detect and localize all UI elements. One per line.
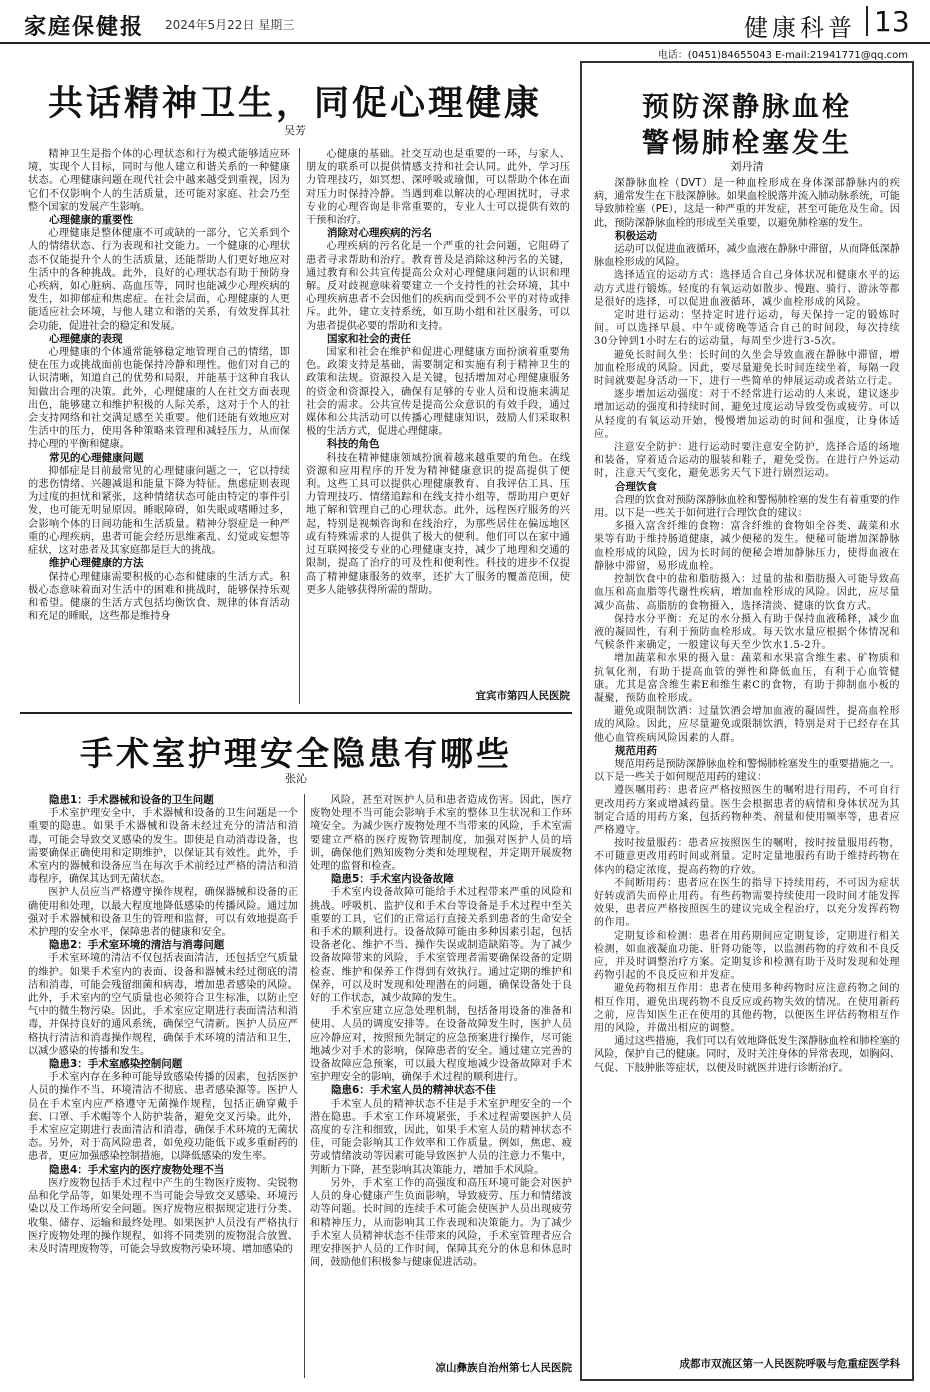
section-heading: 隐患2：手术室环境的清洁与消毒问题 [49,939,225,952]
paragraph: 选择适宜的运动方式：选择适合自己身体状况和健康水平的运动方式进行锻炼。轻度的有氧运动如散步、慢跑、骑行、游泳等都是很好的选择，可以促进血液循环，减少血栓形成的风险。 [594,270,900,308]
paragraph: 避免长时间久坐：长时间的久坐会导致血液在静脉中滞留，增加血栓形成的风险。因此，要尽量避免长时间连续坐着，每隔一段时间就要起身活动一下，进行一些简单的伸展运动或者站立行走。 [594,349,900,388]
article3-source: 成都市双流区第一人民医院呼吸与危重症医学科 [679,1358,900,1370]
section-heading: 常见的心理健康问题 [49,451,144,464]
issue-date: 2024年5月22日 星期三 [165,18,295,32]
article2-author: 张沁 [285,772,307,785]
section-heading: 隐患3：手术室感染控制问题 [49,1058,183,1071]
paragraph: 手术室应建立应急处理机制，包括备用设备的准备和使用、人员的调度安排等。在设备故障发生时，医护人员应冷静应对，按照预先制定的应急预案进行操作，尽可能地减少对手术的影响，保障患者的安全。通过建立完善的设备故障应急预案，可以最大程度地减少设备故障对手术室护理安全的影响，确保手术过程的顺利进行。 [310,1006,572,1084]
column-rule [299,148,300,704]
article2-source: 凉山彝族自治州第七人民医院 [435,1362,572,1374]
section-heading: 积极运动 [615,229,657,242]
section-heading: 心理健康的重要性 [49,214,133,227]
paragraph: 心理疾病的污名化是一个严重的社会问题，它阻碍了患者寻求帮助和治疗。教育普及是消除这种污名的关键，通过教育和公共宣传提高公众对心理健康问题的认识和理解。反对歧视意味着要建立一个支持性的社会环境，其中心理疾病患者不会因他们的疾病而受到不公平的对待或排斥。此外，建立支持系统，如互助小组和社区服务，可以为患者提供必要的帮助和支持。 [306,241,570,332]
paragraph: 精神卫生是指个体的心理状态和行为模式能够适应环境，实现个人目标，同时与他人建立和谐关系的一种健康状态。心理健康问题在现代社会中越来越受到重视，因为它们不仅影响个人的生活质量，还可能对家庭、社会乃至整个国家的发展产生影响。 [28,149,290,213]
paragraph: 手术室护理安全中，手术器械和设备的卫生问题是一个重要的隐患。如果手术器械和设备未经过充分的清洁和消毒，可能会导致交叉感染的发生。即使是自动消毒设备，也需要确保正确使用和定期维护，以保证其有效性。此外，手术室内的器械和设备应当在每次手术前经过严格的清洁和消毒程序，确保其达到无菌状态。 [28,808,298,886]
section-heading: 规范用药 [615,744,657,757]
paragraph: 注意安全防护：进行运动时要注意安全防护，选择合适的场地和装备，穿着适合运动的服装和鞋子，避免受伤。在进行户外运动时，注意天气变化，避免恶劣天气下进行剧烈运动。 [594,442,900,480]
article-divider [20,712,572,714]
paragraph: 遵医嘱用药：患者应严格按照医生的嘱咐进行用药，不可自行更改用药方案或增减药量。医生会根据患者的病情和身体状况为其制定合适的用药方案，包括药物种类、剂量和使用频率等，患者应严格遵守。 [594,785,900,836]
page-number: 13 [874,5,910,38]
section-heading: 维护心理健康的方法 [49,557,144,570]
section-heading: 隐患6：手术室人员的精神状态不佳 [331,1084,496,1097]
paragraph: 通过这些措施，我们可以有效地降低发生深静脉血栓和肺栓塞的风险，保护自己的健康。同时，及时关注身体的异常表现，如胸闷、气促、下肢肿胀等症状，以便及时就医并进行诊断治疗。 [594,1036,900,1074]
paragraph: 运动可以促进血液循环，减少血液在静脉中滞留，从而降低深静脉血栓形成的风险。 [594,244,900,269]
article2-column-1 [28,794,298,1378]
paragraph: 手术室人员的精神状态不佳是手术室护理安全的一个潜在隐患。手术室工作环境紧张，手术过程需要医护人员高度的专注和细致，因此，如果手术室人员的精神状态不佳，可能会影响其工作效率和工作质量。例如，焦虑、疲劳或情绪波动等因素可能导致医护人员的注意力不集中，判断力下降，甚至影响其决策能力，增加手术风险。 [310,1098,572,1176]
article3-title-line1: 预防深静脉血栓 [642,92,852,123]
paragraph: 避免或限制饮酒：过量饮酒会增加血液的凝固性，提高血栓形成的风险。因此，应尽量避免或限制饮酒，特别是对于已经存在其他心血管疾病风险因素的人群。 [594,706,900,744]
paragraph: 保持水分平衡：充足的水分摄入有助于保持血液稀释，减少血液的凝固性，有利于预防血栓形成。每天饮水量应根据个体情况和气候条件来确定，一般建议每天至少饮水1.5-2升。 [594,613,900,652]
paragraph: 规范用药是预防深静脉血栓和警惕肺栓塞发生的重要措施之一。以下是一些关于如何规范用药的建议： [594,758,900,784]
paragraph: 按时按量服药：患者应按照医生的嘱咐，按时按量服用药物，不可随意更改用药时间或剂量。定时定量地服药有助于维持药物在体内的稳定浓度，提高药物的疗效。 [594,838,900,876]
paragraph: 多摄入富含纤维的食物：富含纤维的食物如全谷类、蔬菜和水果等有助于维持肠道健康，减少便秘的发生。便秘可能增加深静脉血栓形成的风险，因为长时间的便秘会增加静脉压力，使得血液在静脉中滞留，易形成血栓。 [594,521,900,572]
article3-title-line2: 警惕肺栓塞发生 [642,128,852,159]
section-heading: 隐患1：手术器械和设备的卫生问题 [49,794,214,806]
masthead-divider [866,6,868,36]
paragraph: 控制饮食中的盐和脂肪摄入：过量的盐和脂肪摄入可能导致高血压和高血脂等代谢性疾病，增加血栓形成的风险。因此，应尽量减少高盐、高脂肪的食物摄入，选择清淡、健康的饮食方式。 [594,574,900,612]
paragraph: 医疗废物包括手术过程中产生的生物医疗废物、尖锐物品和化学品等，如果处理不当可能会导致交叉感染、环境污染以及工作场所安全问题。医疗废物应根据规定进行分类、收集、储存、运输和最终处理。如果医护人员没有严格执行医疗废物处理的操作规程，如将不同类别的废物混合放置、未及时清理废物等，可能会导致废物污染环境、增加感染的 [28,1177,298,1255]
paragraph: 抑郁症是目前最常见的心理健康问题之一，它以持续的悲伤情绪、兴趣减退和能量下降为特征。焦虑症则表现为过度的担忧和紧张，这种情绪状态可能由特定的事件引发，也可能无明显原因。睡眠障碍，如失眠或嗜睡过多，会影响个体的日间功能和生活质量。精神分裂症是一种严重的心理疾病，患者可能会经历思维紊乱、幻觉或妄想等症状，这对患者及其家庭都是巨大的挑战。 [28,465,290,557]
paragraph: 心健康的基础。社交互动也是重要的一环，与家人、朋友的联系可以提供情感支持和社会认同。此外，学习压力管理技巧，如冥想、深呼吸或瑜伽，可以帮助个体在面对压力时保持冷静。当遇到难以解决的心理困扰时，寻求专业的心理咨询是非常重要的，专业人士可以提供有效的干预和治疗。 [306,149,570,227]
paragraph: 另外，手术室工作的高强度和高压环境可能会对医护人员的身心健康产生负面影响，导致疲劳、压力和情绪波动等问题。长时间的连续手术可能会使医护人员出现疲劳和精神压力，从而影响其工作表现和决策能力。为了减少手术室人员精神状态不佳带来的风险，手术室管理者应合理安排医护人员的工作时间，保障其充分的休息和休息时间，鼓励他们积极参与健康促进活动。 [310,1177,572,1269]
paragraph: 合理的饮食对预防深静脉血栓和警惕肺栓塞的发生有着重要的作用。以下是一些关于如何进行合理饮食的建议： [594,494,900,520]
section-name: 健康科普 [744,14,856,42]
paragraph: 深静脉血栓（DVT）是一种血栓形成在身体深部静脉内的疾病，通常发生在下肢深静脉。如果血栓脱落并流入肺动脉系统，可能导致肺栓塞（PE），这是一种严重的并发症，甚至可能危及生命。因此，预防深静脉血栓的形成至关重要，以避免肺栓塞的发生。 [594,178,900,229]
article2-title: 手术室护理安全隐患有哪些 [80,734,512,773]
article3-body [594,177,900,1355]
paragraph: 避免药物相互作用：患者在使用多种药物时应注意药物之间的相互作用，避免出现药物不良反应或药物失效的情况。在使用新药之前，应告知医生正在使用的其他药物，以便医生评估药物相互作用的风险，并做出相应的调整。 [594,983,900,1034]
paragraph: 心理健康是整体健康不可或缺的一部分，它关系到个人的情绪状态、行为表现和社交能力。一个健康的心理状态不仅能提升个人的生活质量，还能帮助人们更好地应对生活中的各种挑战。此外，良好的心理状态有助于预防身心疾病，如心脏病、高血压等，同时也能减少心理疾病的发生，如抑郁症和焦虑症。在社会层面，心理健康的人更能适应社会环境，与他人建立和谐的关系，有效发挥其社会功能，促进社会的稳定和发展。 [28,228,290,332]
section-heading: 合理饮食 [615,480,657,493]
paragraph: 保持心理健康需要积极的心态和健康的生活方式。积极心态意味着面对生活中的困难和挑战时，能够保持乐观和希望。健康的生活方式包括均衡饮食、规律的体育活动和充足的睡眠，这些都是维持身 [28,571,290,623]
article3-box [580,61,914,1381]
paragraph: 手术室内设备故障可能给手术过程带来严重的风险和挑战。呼吸机、监护仪和手术台等设备是手术过程中至关重要的工具，它们的正常运行直接关系到患者的生命安全和手术的顺利进行。设备故障可能由多种因素引起，包括设备老化、维护不当、操作失误或制造缺陷等。为了减少设备故障带来的风险，手术室管理者需要确保设备的定期检查、维护和保养工作得到有效执行。通过定期的维护和保养，可以及时发现和处理潜在的问题，确保设备处于良好的工作状态，减少故障的发生。 [310,887,572,1005]
paper-name: 家庭保健报 [24,14,145,40]
column-rule [304,794,305,1378]
masthead [0,0,930,44]
section-heading: 科技的角色 [327,438,380,451]
paragraph: 心理健康的个体通常能够稳定地管理自己的情绪，即使在压力或挑战面前也能保持冷静和理性。他们对自己的认识清晰，知道自己的优势和局限，并能基于这种自我认知做出合理的决策。此外，心理健康的人在社交方面表现出色，能够建立和维护积极的人际关系，这对于个人的社会支持网络和社交满足感至关重要。他们还能有效地应对生活中的压力，使用各种策略来管理和减轻压力，从而保持心理的平衡和健康。 [28,347,290,451]
paragraph: 不间断用药：患者应在医生的指导下持续用药，不可因为症状好转或消失而停止用药。有些药物需要持续使用一段时间才能发挥效果，患者应严格按照医生的建议完成全程治疗，以充分发挥药物的作用。 [594,877,900,929]
section-heading: 隐患5：手术室内设备故障 [331,873,454,886]
paragraph: 国家和社会在维护和促进心理健康方面扮演着重要角色。政策支持是基础，需要制定和实施有利于精神卫生的政策和法规。资源投入是关键，包括增加对心理健康服务的资金和资源投入，确保有足够的专业人员和设施来满足社会的需求。公共宣传是提高公众意识的有效手段，通过媒体和公共活动可以传播心理健康知识，鼓励人们采取积极的生活方式，促进心理健康。 [306,347,570,438]
section-heading: 国家和社会的责任 [327,332,411,345]
paragraph: 增加蔬菜和水果的摄入量：蔬菜和水果富含维生素、矿物质和抗氧化剂，有助于提高血管的弹性和降低血压，有利于心血管健康。尤其是富含维生素E和维生素C的食物，有助于抑制血小板的凝聚，预防血栓形成。 [594,653,900,704]
article1-column-1 [28,148,290,704]
article1-source: 宜宾市第四人民医院 [475,690,570,702]
paragraph: 定期复诊和检测：患者在用药期间应定期复诊，定期进行相关检测，如血液凝血功能、肝肾功能等，以监测药物的疗效和不良反应，并及时调整治疗方案。定期复诊和检测有助于及时发现和处理药物引起的不良反应和并发症。 [594,930,900,982]
paragraph: 定时进行运动：坚持定时进行运动，每天保持一定的锻炼时间。可以选择早晨、中午或傍晚等适合自己的时间段，每次持续30分钟到1小时左右的运动量，每周至少进行3-5次。 [594,310,900,348]
section-heading: 隐患4：手术室内的医疗废物处理不当 [49,1163,225,1176]
paragraph: 手术室环境的清洁不仅包括表面清洁，还包括空气质量的维护。如果手术室内的表面、设备和器械未经过彻底的清洁和消毒，可能会残留细菌和病毒，增加患者感染的风险。此外，手术室内的空气质量也必须符合卫生标准，以防止空气中的微生物污染。因此，手术室应定期进行表面清洁和消毒，并保持良好的通风系统，确保空气清新。医护人员应严格执行清洁和消毒操作规程，确保手术环境的清洁和卫生，以减少感染的传播和发生。 [28,953,298,1057]
section-heading: 心理健康的表现 [49,332,123,345]
article1-author: 吴芳 [284,124,306,137]
paragraph: 手术室内存在多种可能导致感染传播的因素，包括医护人员的操作不当、环境清洁不彻底、患者感染源等。医护人员在手术室内应严格遵守无菌操作规程，包括正确穿戴手套、口罩、手术帽等个人防护装备，避免交叉污染。此外，手术室应定期进行表面清洁和消毒，确保手术环境的无菌状态。另外，对于高风险患者，如免疫功能低下或多重耐药的患者，更应加强感染控制措施，以降低感染的发生率。 [28,1072,298,1163]
paragraph: 风险，甚至对医护人员和患者造成伤害。因此，医疗废物处理不当可能会影响手术室的整体卫生状况和工作环境安全。为减少医疗废物处理不当带来的风险，手术室需要建立严格的医疗废物管理制度，加强对医护人员的培训，确保他们熟知废物分类和处理规程，并定期开展废物处理的监督和检查。 [310,795,572,873]
section-heading: 消除对心理疾病的污名 [327,227,432,240]
contact-info: 电话：(0451)84655043 E-mail:21941771@qq.com [657,50,908,61]
article3-author: 刘丹清 [730,160,764,173]
paragraph: 医护人员应当严格遵守操作规程，确保器械和设备的正确使用和处理，以最大程度地降低感染的传播风险。通过加强对手术器械和设备卫生的管理和监督，可以有效地提高手术护理的安全水平，保障患者的健康和安全。 [28,887,298,939]
paragraph: 逐步增加运动强度：对于不经常进行运动的人来说，建议逐步增加运动的强度和持续时间，避免过度运动导致受伤或疲劳。可以从轻度的有氧运动开始，慢慢增加运动的时间和强度，让身体适应。 [594,389,900,440]
paragraph: 科技在精神健康领域扮演着越来越重要的角色。在线资源和应用程序的开发为精神健康意识的提高提供了便利。这些工具可以提供心理健康教育、自我评估工具、压力管理技巧、情绪追踪和在线支持小组等，帮助用户更好地了解和管理自己的心理状态。此外，远程医疗服务的兴起，特别是视频咨询和在线治疗，为那些居住在偏远地区或有特殊需求的人提供了极大的便利。他们可以在家中通过互联网接受专业的心理健康支持，减少了地理和交通的限制，提高了治疗的可及性和便利性。科技的进步不仅提高了精神健康服务的效率，还扩大了服务的覆盖范围，使更多人能够获得所需的帮助。 [306,452,570,596]
article2-column-2 [310,794,572,1356]
article1-column-2 [306,148,570,684]
article1-title: 共话精神卫生，同促心理健康 [47,83,542,124]
